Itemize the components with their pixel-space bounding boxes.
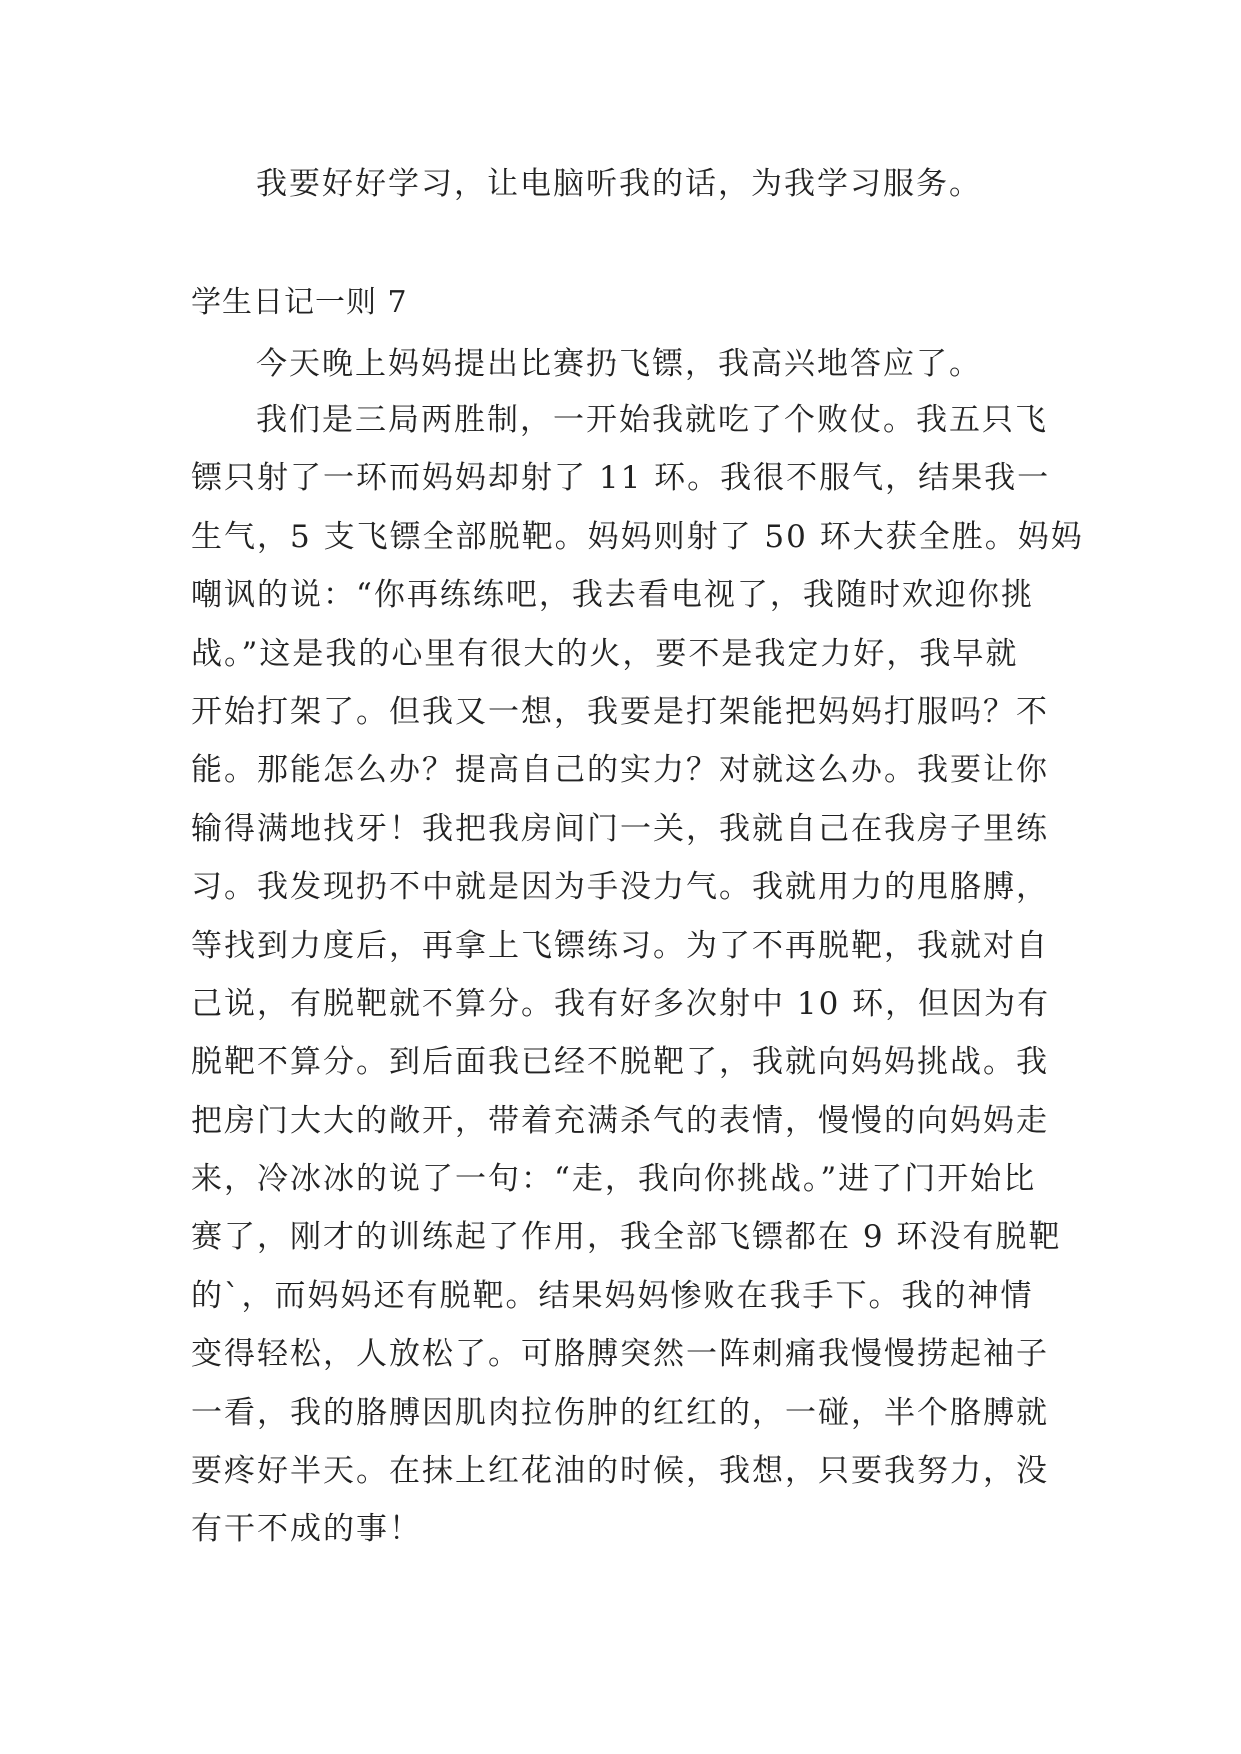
paragraph-line: 战。”这是我的心里有很大的火，要不是我定力好，我早就 bbox=[191, 635, 1019, 672]
paragraph-line: 脱靶不算分。到后面我已经不脱靶了，我就向妈妈挑战。我 bbox=[191, 1044, 1049, 1081]
closing-line-previous-entry: 我要好好学习，让电脑听我的话，为我学习服务。 bbox=[256, 166, 982, 202]
paragraph-line: 要疼好半天。在抹上红花油的时候，我想，只要我努力，没 bbox=[191, 1453, 1049, 1490]
paragraph-line: 把房门大大的敞开，带着充满杀气的表情，慢慢的向妈妈走 bbox=[191, 1102, 1049, 1139]
paragraph-line: 变得轻松，人放松了。可胳膊突然一阵刺痛我慢慢捞起袖子 bbox=[191, 1336, 1049, 1373]
paragraph-line: 的`，而妈妈还有脱靶。结果妈妈惨败在我手下。我的神情 bbox=[191, 1277, 1034, 1314]
paragraph-line: 生气，5 支飞镖全部脱靶。妈妈则射了 50 环大获全胜。妈妈 bbox=[191, 518, 1084, 555]
paragraph-line: 来，冷冰冰的说了一句：“走，我向你挑战。”进了门开始比 bbox=[191, 1161, 1037, 1198]
diary-intro-line: 今天晚上妈妈提出比赛扔飞镖，我高兴地答应了。 bbox=[256, 346, 982, 382]
paragraph-line: 有干不成的事！ bbox=[191, 1511, 422, 1548]
paragraph-line: 能。那能怎么办？提高自己的实力？对就这么办。我要让你 bbox=[191, 752, 1049, 789]
paragraph-line: 开始打架了。但我又一想，我要是打架能把妈妈打服吗？不 bbox=[191, 693, 1049, 730]
paragraph-line: 嘲讽的说：“你再练练吧，我去看电视了，我随时欢迎你挑 bbox=[191, 577, 1034, 614]
paragraph-line: 赛了，刚才的训练起了作用，我全部飞镖都在 9 环没有脱靶 bbox=[191, 1219, 1062, 1256]
paragraph-line: 己说，有脱靶就不算分。我有好多次射中 10 环，但因为有 bbox=[191, 985, 1051, 1022]
paragraph-line: 一看，我的胳膊因肌肉拉伤肿的红红的，一碰，半个胳膊就 bbox=[191, 1394, 1049, 1431]
paragraph-line: 我们是三局两胜制，一开始我就吃了个败仗。我五只飞 bbox=[256, 402, 1048, 438]
diary-paragraph bbox=[191, 399, 1084, 1567]
paragraph-line: 输得满地找牙！我把我房间门一关，我就自己在我房子里练 bbox=[191, 810, 1049, 847]
paragraph-line: 镖只射了一环而妈妈却射了 11 环。我很不服气，结果我一 bbox=[191, 460, 1051, 497]
diary-entry-heading: 学生日记一则 7 bbox=[191, 285, 408, 320]
paragraph-line: 等找到力度后，再拿上飞镖练习。为了不再脱靶，我就对自 bbox=[191, 927, 1049, 964]
paragraph-line: 习。我发现扔不中就是因为手没力气。我就用力的甩胳膊， bbox=[191, 869, 1049, 906]
